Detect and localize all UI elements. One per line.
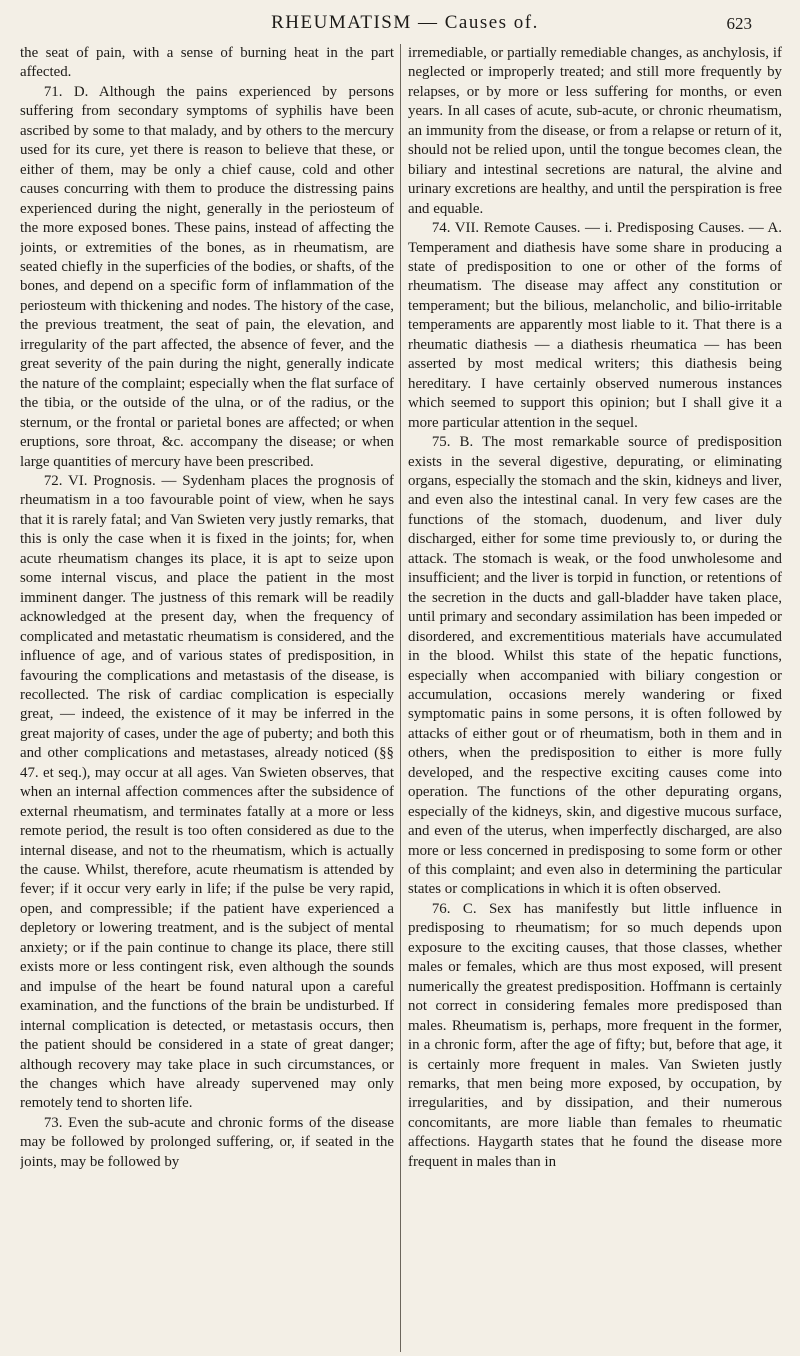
paragraph-74: 74. VII. Remote Causes. — i. Predisposing Causes. — A. Temperament and diathesis have some share in producing a state of predisposition to one or other of the forms of rheumatism. The disease may affect any constitution or temperament; but the bilious, melancholic, and bilio-irritable temperaments are apparently most liable to it. That there is a rheumatic diathesis — a diathesis rheumatica — has been asserted by most medical writers; this diathesis being hereditary. I have certainly observed numerous instances which seemed to support this opinion; but I shall give it a more particular attention in the sequel.	[408, 220, 782, 431]
left-column	[20, 44, 401, 1352]
running-title: RHEUMATISM — Causes of.	[271, 12, 539, 33]
paragraph-72: 72. VI. Prognosis. — Sydenham places the prognosis of rheumatism in a too favourable point of view, when he says that it is rarely fatal; and Van Swieten very justly remarks, that this is only the case when it is fixed in the joints; for, when acute rheumatism changes its place, it is apt to seize upon some internal viscus, and place the patient in the most imminent danger. The justness of this remark will be readily acknowledged at the present day, when the frequency of complicated and metastatic rheumatism is considered, and the influence of age, and of various states of predisposition, in favouring the complications and metastasis of the disease, is recollected. The risk of cardiac complication is especially great, — indeed, the existence of it may be inferred in the great majority of cases, under the age of puberty; and both this and other complications and metastases, already noticed (§§ 47. et seq.), may occur at all ages. Van Swieten observes, that when an internal affection commences after the subsidence of external rheumatism, and terminates fatally at a more or less remote period, the result is too often considered as due to the internal disease, and not to the rheumatism, which is actually the cause. Whilst, therefore, acute rheumatism is attended by fever; if it occur very early in life; if the pulse be very rapid, open, and compressible; if the patient have experienced a depletory or lowering treatment, and is the subject of mental anxiety; or if the pain continue to change its place, there still exists more or less contingent risk, even although the sounds and impulse of the heart be found natural upon a careful examination, and the functions of the brain be undisturbed. If internal complication is detected, or metastasis occurs, then the patient should be considered in a state of great danger; although recovery may take place in such circumstances, or the changes which have already supervened may only remotely tend to shorten life.	[20, 472, 394, 1112]
paragraph-71: 71. D. Although the pains experienced by persons suffering from secondary symptoms of syphilis have been ascribed by some to that malady, and by others to the mercury used for its cure, yet there is reason to believe that these, or either of them, may be only a chief cause, cold and other causes concurring with them to produce the distressing pains experienced during the night, generally in the periosteum of the more exposed bones. These pains, instead of affecting the joints, or extremities of the bones, as in rheumatism, are seated chiefly in the superficies of the bodies, or shafts, of the bones, and depend on a specific form of inflammation of the periosteum with thickening and nodes. The history of the case, the previous treatment, the seat of pain, the elevation, and irregularity of the part affected, the absence of fever, and the great severity of the pain during the night, generally indicate the nature of the complaint; especially when the flat surface of the tibia, or the outside of the ulna, or of the radius, or the sternum, or the frontal or parietal bones are affected; or when eruptions, sore throat, &c. accompany the disease; or when large quantities of mercury have been prescribed.	[20, 83, 394, 470]
paragraph-73: 73. Even the sub-acute and chronic forms of the disease may be followed by prolonged suffering, or, if seated in the joints, may be followed by	[20, 1114, 394, 1170]
paragraph-continued-right: irremediable, or partially remediable changes, as anchylosis, if neglected or improperly treated; and still more frequently by relapses, or by more or less suffering for months, or even years. In all cases of acute, sub-acute, or chronic rheumatism, an immunity from the disease, or from a relapse or return of it, should not be relied upon, until the tongue becomes clean, the biliary and intestinal secretions are natural, the alvine and urinary excretions are healthy, and until the perspiration is free and equable.	[408, 45, 782, 217]
paragraph-continued: the seat of pain, with a sense of burning heat in the part affected.	[20, 45, 394, 81]
paragraph-76: 76. C. Sex has manifestly but little influence in predisposing to rheumatism; for so much depends upon exposure to the exciting causes, that those classes, whether males or females, which are thus most exposed, will present numerically the greatest predisposition. Hoffmann is certainly not correct in considering females more predisposed than males. Rheumatism is, perhaps, more frequent in the former, in a chronic form, after the age of fifty; but, before that age, it is certainly more frequent in males. Van Swieten justly remarks, that men being more exposed, by occupation, by irregularities, and by dissipation, and their numerous concomitants, are more liable than females to rheumatic affections. Haygarth states that he found the disease more frequent in males than in	[408, 900, 782, 1170]
paragraph-75: 75. B. The most remarkable source of predisposition exists in the several digestive, depurating, or eliminating organs, especially the stomach and the skin, kidneys and liver, and even also the intestinal canal. In very few cases are the functions of the stomach, duodenum, and liver duly discharged, either for some time previously to, or during the attack. The stomach is weak, or the food unwholesome and insufficient; and the liver is torpid in function, or retentions of the secretion in the ducts and gall-bladder have taken place, until primary and secondary assimilation has been impeded or disordered, and excrementitious materials have accumulated in the blood. Whilst this state of the hepatic functions, especially when accompanied with biliary congestion or accumulation, occasions merely wandering or fixed symptomatic pains in some persons, it is often followed by attacks of either gout or of rheumatism, both in them and in others, when the predisposition to either is more fully developed, and the respective exciting causes come into operation. The functions of the other depurating organs, especially of the kidneys, skin, and digestive mucous surface, and even of the uterus, when imperfectly discharged, are also more or less concerned in predisposing to some form or other of this complaint; and even also in determining the particular states or complications in which it is often observed.	[408, 434, 782, 898]
right-column	[401, 44, 782, 1352]
page-number: 623	[726, 14, 752, 33]
page-header	[58, 10, 752, 36]
text-columns	[20, 44, 782, 1352]
